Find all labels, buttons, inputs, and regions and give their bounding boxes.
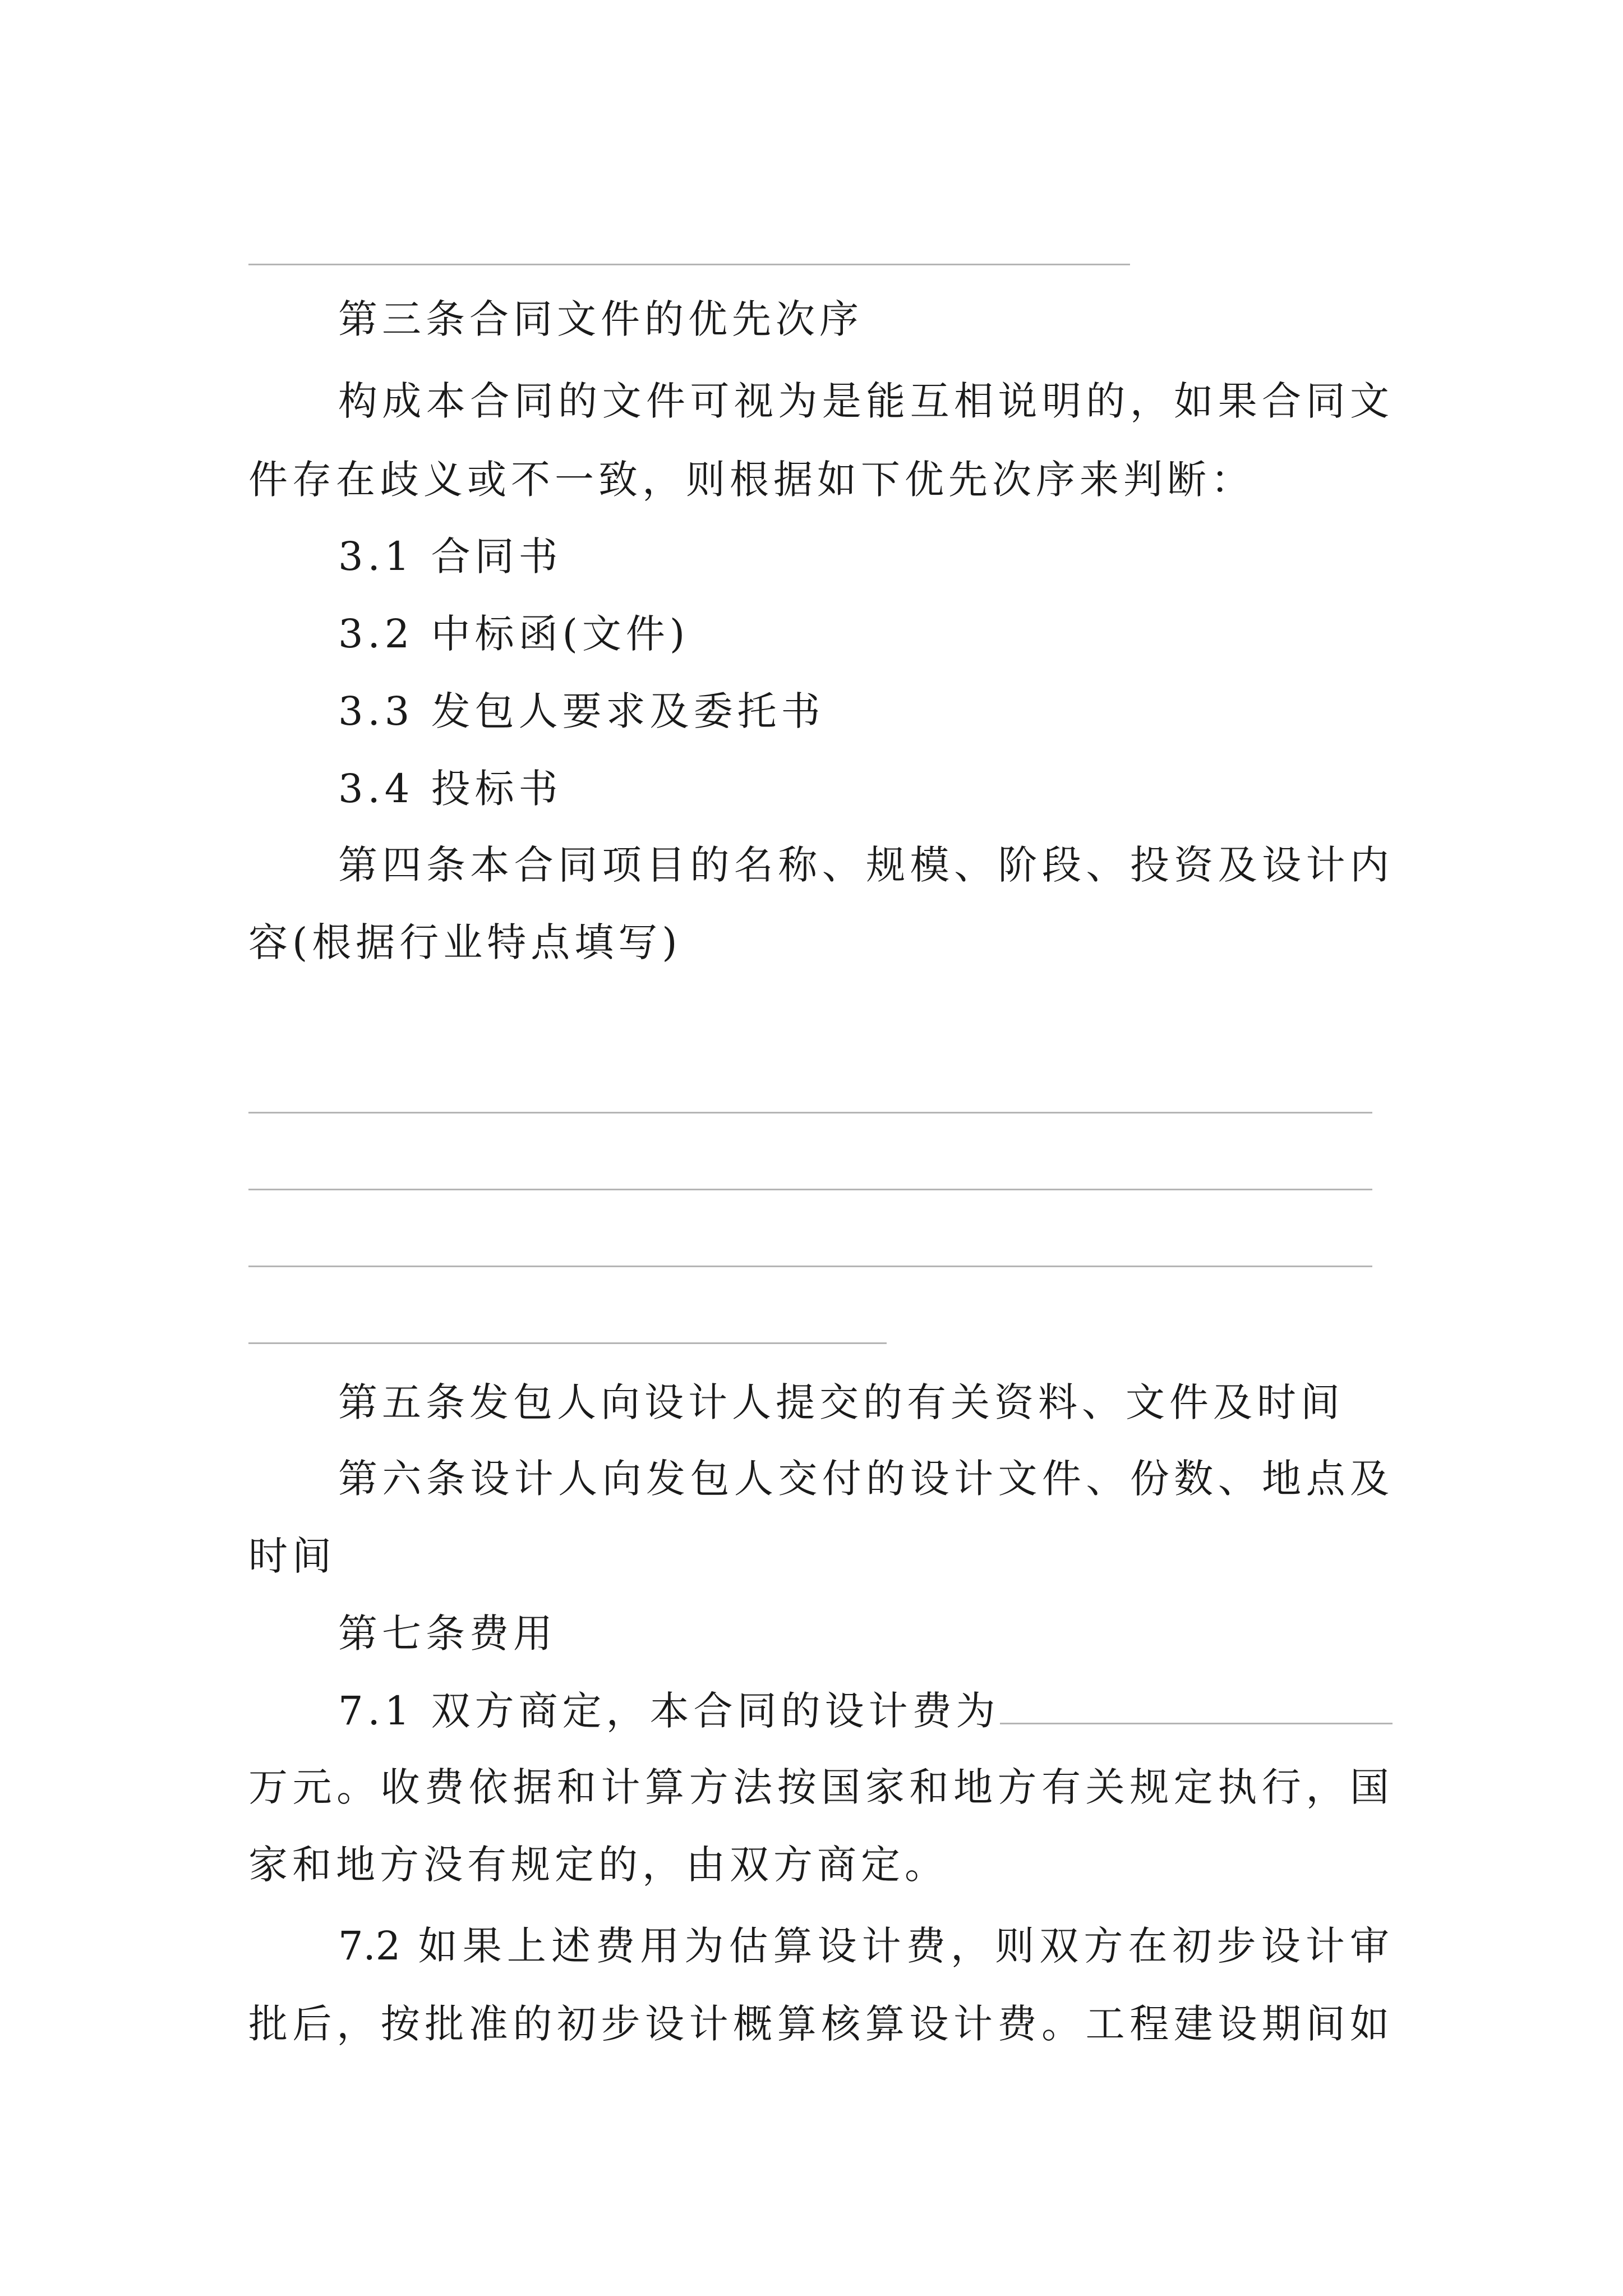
article-3-item-2: 3.2 中标函(文件)	[338, 611, 690, 657]
article-4-line-1: 第四条本合同项目的名称、规模、阶段、投资及设计内	[338, 842, 1389, 888]
fee-blank	[1000, 1687, 1393, 1724]
article-6-line-1: 第六条设计人向发包人交付的设计文件、份数、地点及	[338, 1456, 1389, 1502]
blank-fill-line	[248, 1266, 1372, 1267]
article-5-heading: 第五条发包人向设计人提交的有关资料、文件及时间	[338, 1379, 1344, 1425]
article-3-item-4: 3.4 投标书	[338, 766, 562, 812]
article-3-body-line-2: 件存在歧义或不一致，则根据如下优先次序来判断：	[248, 457, 1255, 503]
article-6-line-2: 时间	[248, 1533, 336, 1579]
article-3-heading: 第三条合同文件的优先次序	[338, 296, 863, 342]
article-7-1-line-3: 家和地方没有规定的，由双方商定。	[248, 1842, 948, 1888]
article-3-item-1: 3.1 合同书	[338, 533, 562, 579]
blank-fill-line	[248, 1189, 1372, 1190]
article-7-1-line-2: 万元。收费依据和计算方法按国家和地方有关规定执行，国	[248, 1764, 1389, 1810]
article-7-1-text: 7.1 双方商定，本合同的设计费为	[338, 1688, 1000, 1734]
article-4-line-2: 容(根据行业特点填写)	[248, 919, 682, 965]
article-7-1-line-1	[338, 1687, 1393, 1734]
article-7-2-line-2: 批后，按批准的初步设计概算核算设计费。工程建设期间如	[248, 2001, 1389, 2047]
article-3-body-line-1: 构成本合同的文件可视为是能互相说明的，如果合同文	[338, 378, 1389, 424]
article-7-2-line-1: 7.2 如果上述费用为估算设计费，则双方在初步设计审	[338, 1923, 1389, 1969]
blank-fill-line	[248, 1112, 1372, 1114]
blank-fill-line	[248, 1342, 887, 1344]
blank-fill-line	[248, 264, 1130, 265]
article-7-heading: 第七条费用	[338, 1611, 557, 1657]
article-3-item-3: 3.3 发包人要求及委托书	[338, 688, 825, 734]
